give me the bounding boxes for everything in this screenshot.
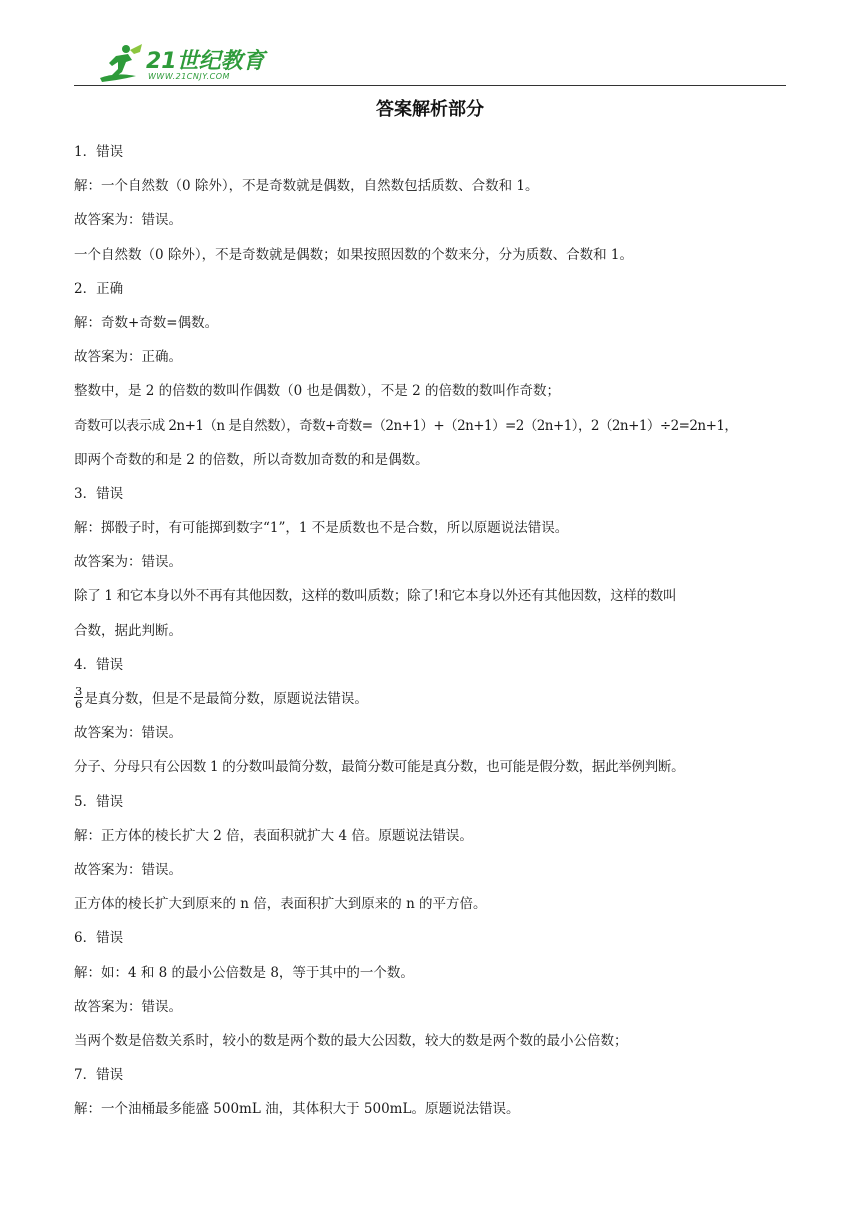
fraction bbox=[74, 685, 83, 710]
answer-line: 2．正确 bbox=[74, 280, 124, 297]
answer-line: 6．错误 bbox=[74, 930, 124, 947]
answer-line: 解：掷骰子时，有可能掷到数字“1”，1 不是质数也不是合数，所以原题说法错误。 bbox=[74, 520, 569, 537]
answer-line: 奇数可以表示成 2n+1（n 是自然数），奇数+奇数=（2n+1）+（2n+1）=2（2n+1），2（2n+1）÷2=2n+1， bbox=[74, 417, 738, 434]
answer-line: 合数，据此判断。 bbox=[74, 622, 182, 639]
answer-line: 故答案为：错误。 bbox=[74, 998, 182, 1015]
page-header bbox=[74, 38, 786, 88]
answer-line: 解：一个自然数（0 除外），不是奇数就是偶数，自然数包括质数、合数和 1。 bbox=[74, 178, 539, 195]
answer-line: 一个自然数（0 除外），不是奇数就是偶数；如果按照因数的个数来分，分为质数、合数和 1。 bbox=[74, 246, 634, 263]
logo-title: 21世纪教育 bbox=[146, 49, 265, 74]
answer-line: 当两个数是倍数关系时，较小的数是两个数的最大公因数，较大的数是两个数的最小公倍数； bbox=[74, 1032, 628, 1049]
answer-line: 整数中，是 2 的倍数的数叫作偶数（0 也是偶数），不是 2 的倍数的数叫作奇数； bbox=[74, 383, 560, 400]
header-divider bbox=[74, 85, 786, 86]
runner-logo-icon bbox=[96, 42, 144, 86]
answer-line: 即两个奇数的和是 2 的倍数，所以奇数加奇数的和是偶数。 bbox=[74, 451, 429, 468]
answer-content bbox=[74, 135, 790, 1126]
answer-line: 解：正方体的棱长扩大 2 倍，表面积就扩大 4 倍。原题说法错误。 bbox=[74, 827, 473, 844]
answer-line: 故答案为：错误。 bbox=[74, 861, 182, 878]
fraction-numerator: 3 bbox=[75, 684, 83, 698]
answer-line: 解：一个油桶最多能盛 500mL 油，其体积大于 500mL。原题说法错误。 bbox=[74, 1101, 520, 1118]
answer-line: 解：奇数+奇数=偶数。 bbox=[74, 314, 219, 331]
answer-line: 解：如：4 和 8 的最小公倍数是 8，等于其中的一个数。 bbox=[74, 964, 414, 981]
answer-line: 3．错误 bbox=[74, 485, 124, 502]
page-title: 答案解析部分 bbox=[376, 99, 484, 120]
answer-line: 4．错误 bbox=[74, 656, 124, 673]
answer-line: 故答案为：错误。 bbox=[74, 554, 182, 571]
answer-line: 除了 1 和它本身以外不再有其他因数，这样的数叫质数；除了!和它本身以外还有其他因数，这样的数叫 bbox=[74, 588, 677, 605]
fraction-denominator: 6 bbox=[75, 697, 83, 711]
logo bbox=[96, 42, 265, 86]
answer-line-text: 是真分数，但是不是最简分数，原题说法错误。 bbox=[84, 691, 368, 707]
answer-line: 故答案为：错误。 bbox=[74, 212, 182, 229]
answer-line: 故答案为：正确。 bbox=[74, 349, 182, 366]
answer-line: 7．错误 bbox=[74, 1067, 124, 1084]
answer-line: 故答案为：错误。 bbox=[74, 725, 182, 742]
logo-url: WWW.21CNJY.COM bbox=[148, 72, 230, 81]
answer-line: 1．错误 bbox=[74, 144, 124, 160]
answer-line-fraction bbox=[74, 682, 790, 716]
answer-line: 正方体的棱长扩大到原来的 n 倍，表面积扩大到原来的 n 的平方倍。 bbox=[74, 896, 487, 913]
answer-line: 5．错误 bbox=[74, 793, 124, 810]
answer-line: 分子、分母只有公因数 1 的分数叫最简分数，最简分数可能是真分数，也可能是假分数，据此举例判断。 bbox=[74, 759, 685, 776]
